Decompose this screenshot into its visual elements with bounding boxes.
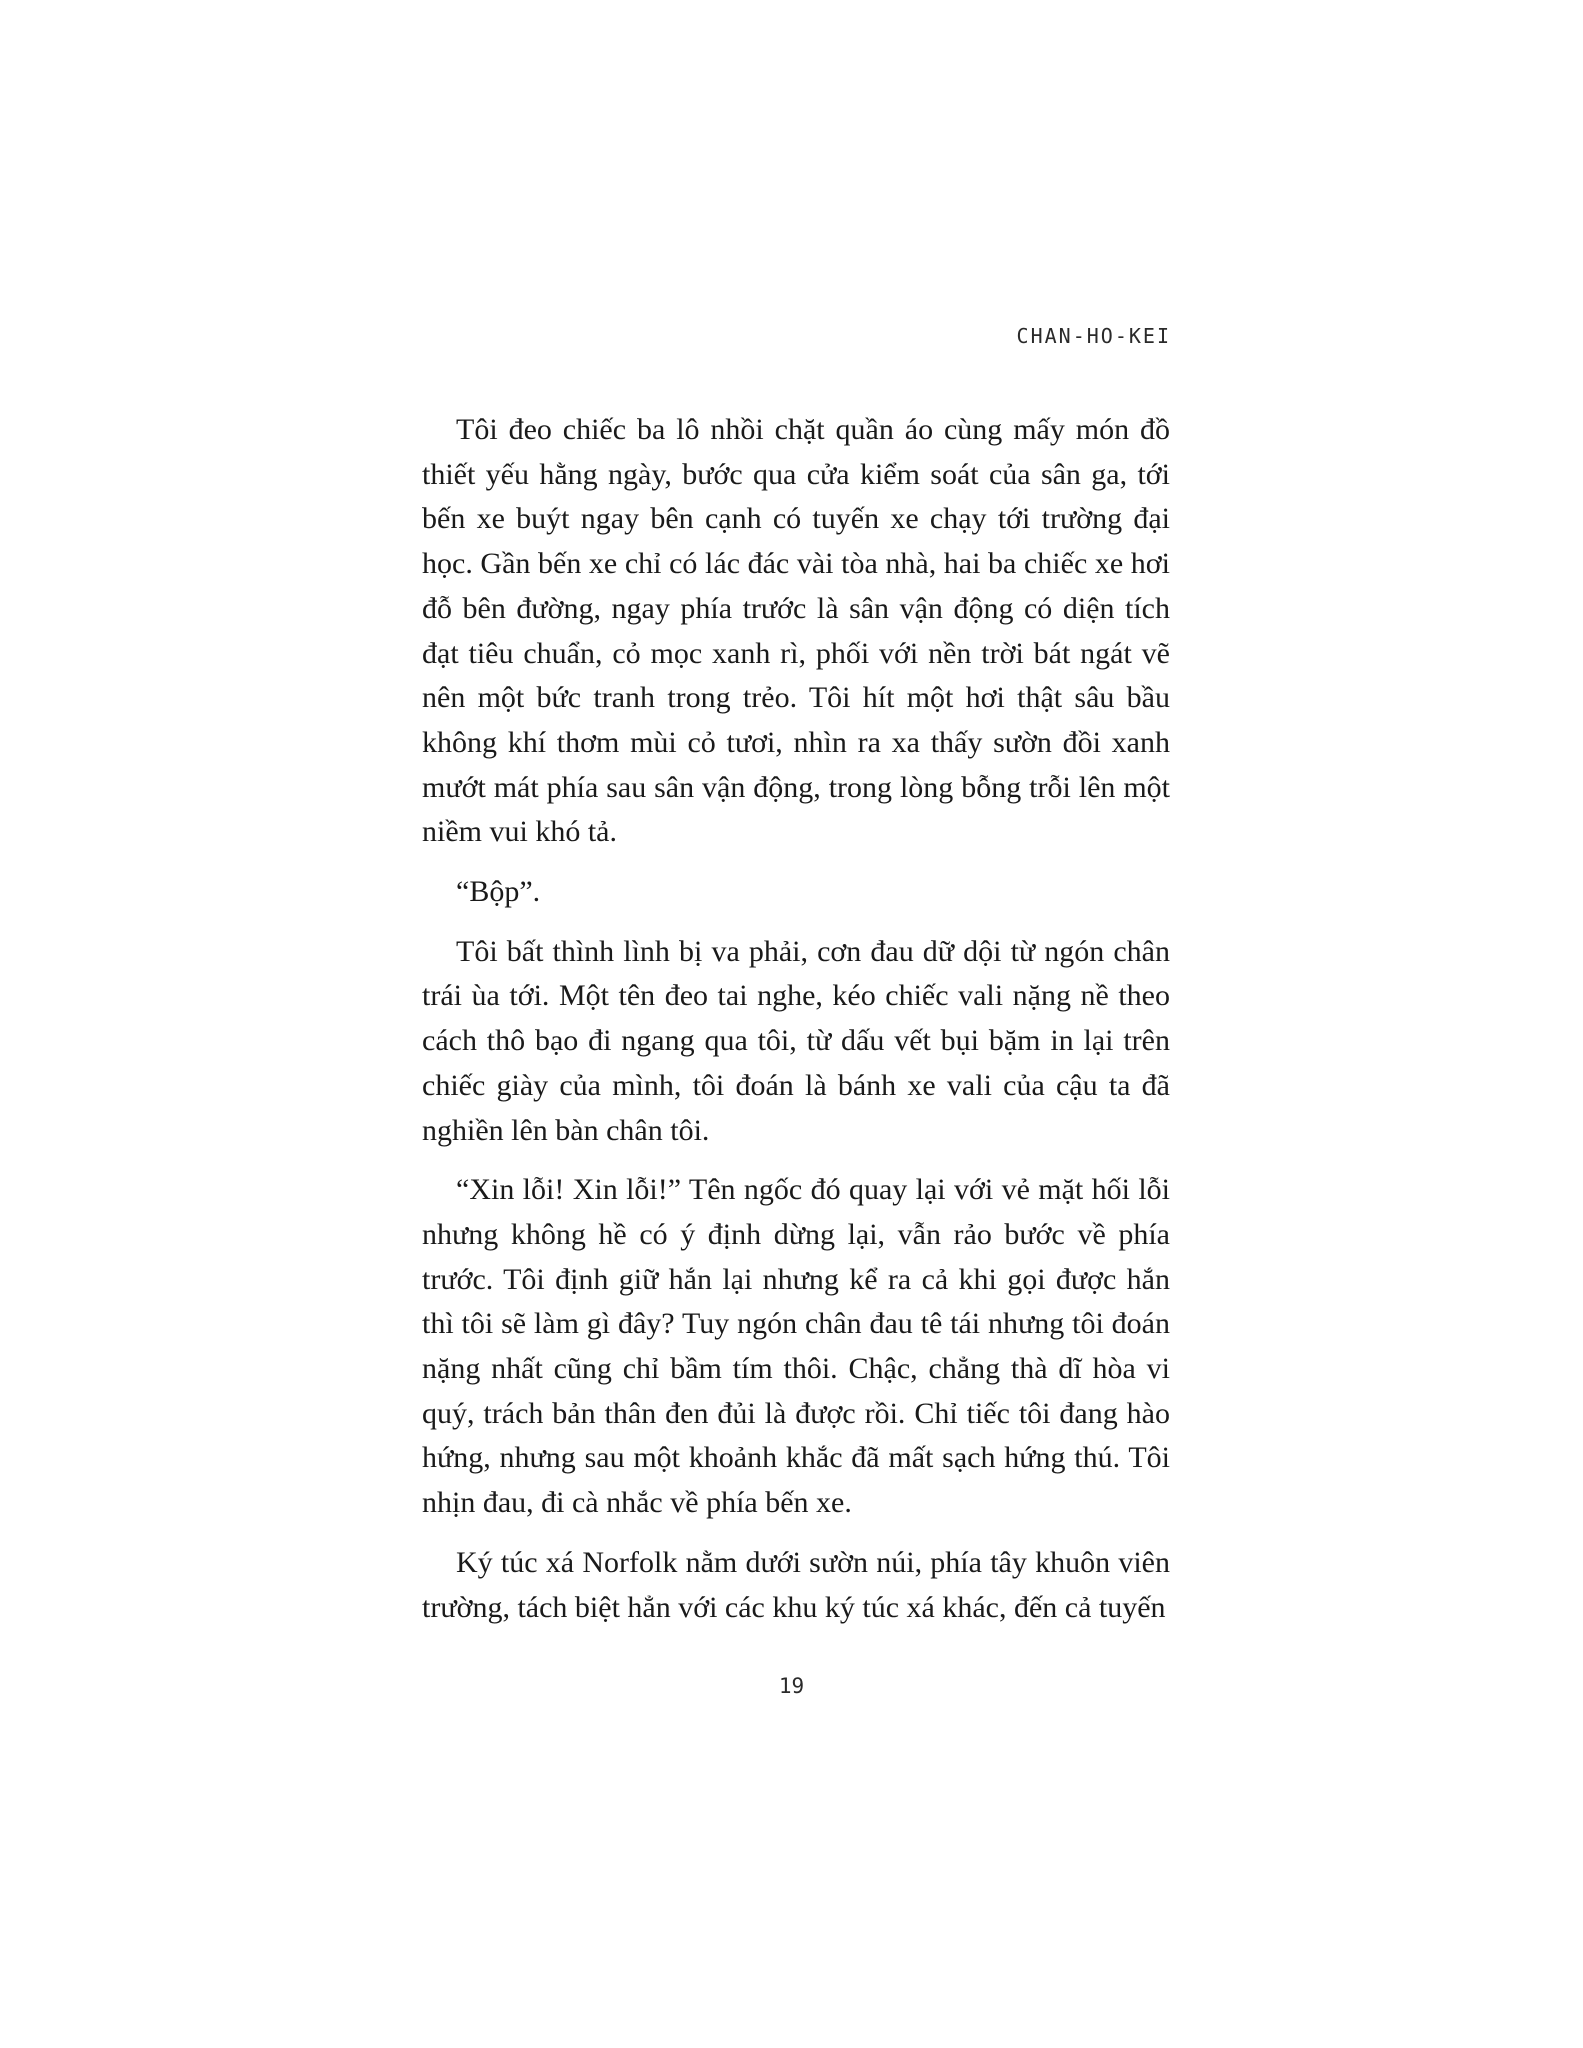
page-number: 19 [778,1674,805,1698]
running-head: CHAN-HO-KEI [1016,324,1171,348]
paragraph: “Xin lỗi! Xin lỗi!” Tên ngốc đó quay lại với vẻ mặt hối lỗi nhưng không hề có ý định dừng lại, vẫn rảo bước về phía trước. Tôi định giữ hắn lại nhưng kể ra cả khi gọi được hắn thì tôi sẽ làm gì đây? Tuy ngón chân đau tê tái nhưng tôi đoán nặng nhất cũng chỉ bầm tím thôi. Chậc, chẳng thà dĩ hòa vi quý, trách bản thân đen đủi là được rồi. Chỉ tiếc tôi đang hào hứng, nhưng sau một khoảnh khắc đã mất sạch hứng thú. Tôi nhịn đau, đi cà nhắc về phía bến xe. [422,1173,1170,1520]
paragraph: Tôi bất thình lình bị va phải, cơn đau dữ dội từ ngón chân trái ùa tới. Một tên đeo tai nghe, kéo chiếc vali nặng nề theo cách thô bạo đi ngang qua tôi, từ dấu vết bụi bặm in lại trên chiếc giày của mình, tôi đoán là bánh xe vali của cậu ta đã nghiền lên bàn chân tôi. [422,934,1170,1147]
paragraph: “Bộp”. [456,875,541,909]
paragraph: Tôi đeo chiếc ba lô nhồi chặt quần áo cùng mấy món đồ thiết yếu hằng ngày, bước qua cửa kiểm soát của sân ga, tới bến xe buýt ngay bên cạnh có tuyến xe chạy tới trường đại học. Gần bến xe chỉ có lác đác vài tòa nhà, hai ba chiếc xe hơi đỗ bên đường, ngay phía trước là sân vận động có diện tích đạt tiêu chuẩn, cỏ mọc xanh rì, phối với nền trời bát ngát vẽ nên một bức tranh trong trẻo. Tôi hít một hơi thật sâu bầu không khí thơm mùi cỏ tươi, nhìn ra xa thấy sườn đồi xanh mướt mát phía sau sân vận động, trong lòng bỗng trỗi lên một niềm vui khó tả. [422,413,1170,849]
body-text [422,408,1170,1645]
paragraph: Ký túc xá Norfolk nằm dưới sườn núi, phía tây khuôn viên trường, tách biệt hẳn với các khu ký túc xá khác, đến cả tuyến [422,1545,1170,1624]
